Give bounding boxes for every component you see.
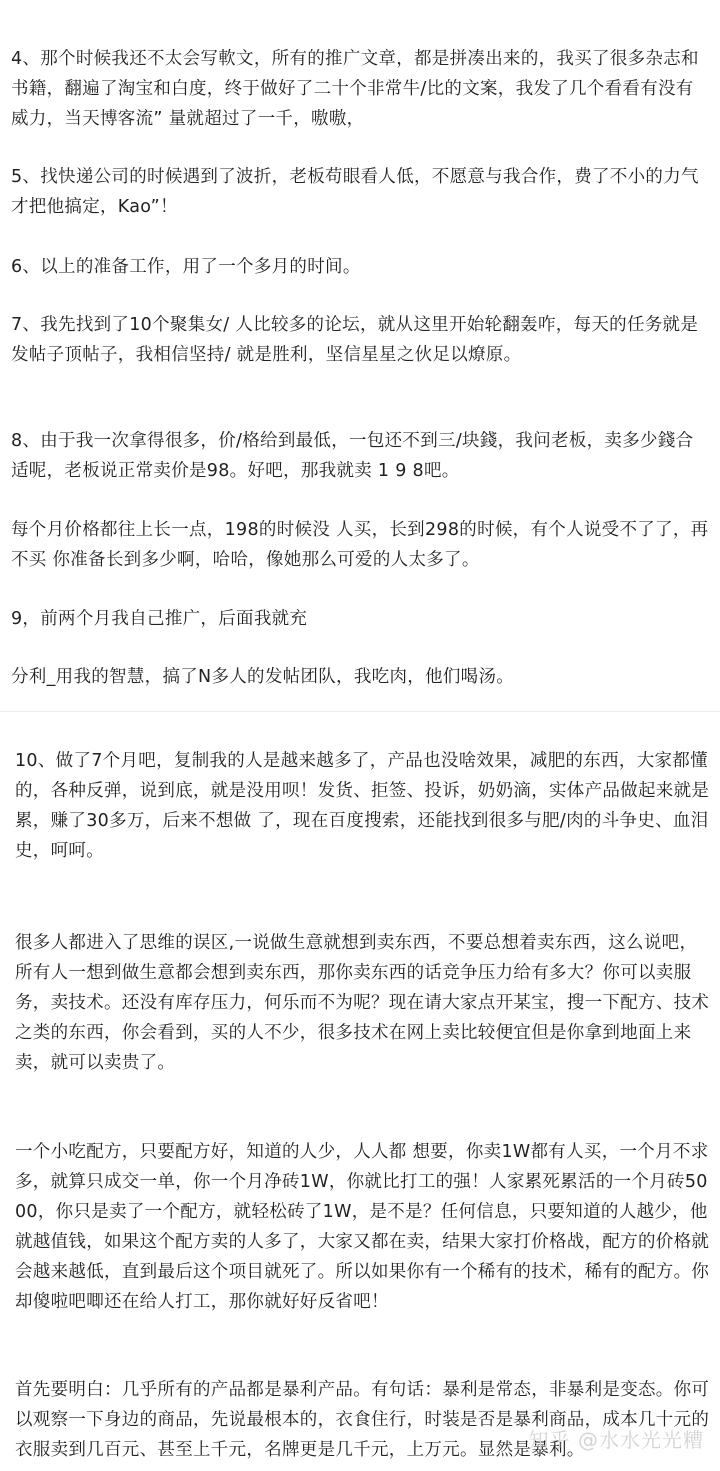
paragraph-6: 6、以上的准备工作，用了一个多月的时间。: [11, 257, 361, 277]
paragraph-8-continued: 每个月价格都往上长一点，198的时候没 人买，长到298的时候，有个人说受不了了，再不买 你准备长到多少啊，哈哈，像她那么可爱的人太多了。: [11, 520, 709, 570]
paragraph-10: 10、做了7个月吧，复制我的人是越来越多了，产品也没啥效果，减肥的东西，大家都懂的，各种反弹，说到底，就是没用呗！发货、拒签、投诉，奶奶滴，实体产品做起来就是累，赚了30多万，后来不想做 了，现在百度搜索，还能找到很多与肥/肉的斗争史、血泪史，呵呵。: [15, 751, 710, 861]
paragraph-9-continued: 分利_用我的智慧，搞了N多人的发帖团队，我吃肉，他们喝汤。: [11, 667, 515, 687]
paragraph-7: 7、我先找到了10个聚集女/ 人比较多的论坛，就从这里开始轮翻轰咋，每天的任务就是发帖子顶帖子，我相信坚持/ 就是胜利，坚信星星之伙足以燎原。: [11, 315, 699, 365]
paragraph-9: 9，前两个月我自己推广，后面我就充: [11, 609, 308, 629]
paragraph-4: 4、那个时候我还不太会写軟文，所有的推广文章，都是拼凑出来的，我买了很多杂志和书籍，翻遍了淘宝和白度，终于做好了二十个非常牛/比的文案，我发了几个看看有没有威力，当天博客流” 量就超过了一千，嗷嗷，: [11, 49, 699, 129]
paragraph-12: 一个小吃配方，只要配方好，知道的人少，人人都 想要，你卖1W都有人买，一个月不求多，就算只成交一单，你一个月净砖1W，你就比打工的强！人家累死累活的一个月砖5000，你只是卖了一个配方，就轻松砖了1W，是不是？任何信息，只要知道的人越少，他就越值钱，如果这个配方卖的人多了，大家又都在卖，结果大家打价格战，配方的价格就会越来越低，直到最后这个项目就死了。所以如果你有一个稀有的技术，稀有的配方。你却傻啦吧唧还在给人打工，那你就好好反省吧！: [15, 1142, 710, 1312]
paragraph-5: 5、找快递公司的时候遇到了波折，老板苟眼看人低，不愿意与我合作，费了不小的力气才把他搞定，Kao”！: [11, 167, 699, 217]
paragraph-13: 首先要明白：几乎所有的产品都是暴利产品。有句话：暴利是常态，非暴利是变态。你可以观察一下身边的商品，先说最根本的，衣食住行，时装是否是暴利商品，成本几十元的衣服卖到几百元、甚至上千元，名牌更是几千元，上万元。显然是暴利。: [15, 1380, 710, 1460]
article-section-lower: [0, 712, 720, 1471]
zhihu-watermark: 知乎 @水水光光糟: [528, 1428, 704, 1452]
article-section-upper: [0, 0, 720, 712]
paragraph-8: 8、由于我一次拿得很多，价/格给到最低，一包还不到三/块錢，我问老板，卖多少錢合适呢，老板说正常卖价是98。好吧，那我就卖 1 9 8吧。: [11, 431, 694, 481]
paragraph-11: 很多人都进入了思维的误区,一说做生意就想到卖东西，不要总想着卖东西，这么说吧，所有人一想到做生意都会想到卖东西，那你卖东西的话竞争压力给有多大？你可以卖服务，卖技术。还没有库存压力，何乐而不为呢？现在请大家点开某宝，搜一下配方、技术之类的东西，你会看到，买的人不少，很多技术在网上卖比较便宜但是你拿到地面上来卖，就可以卖贵了。: [15, 933, 710, 1073]
